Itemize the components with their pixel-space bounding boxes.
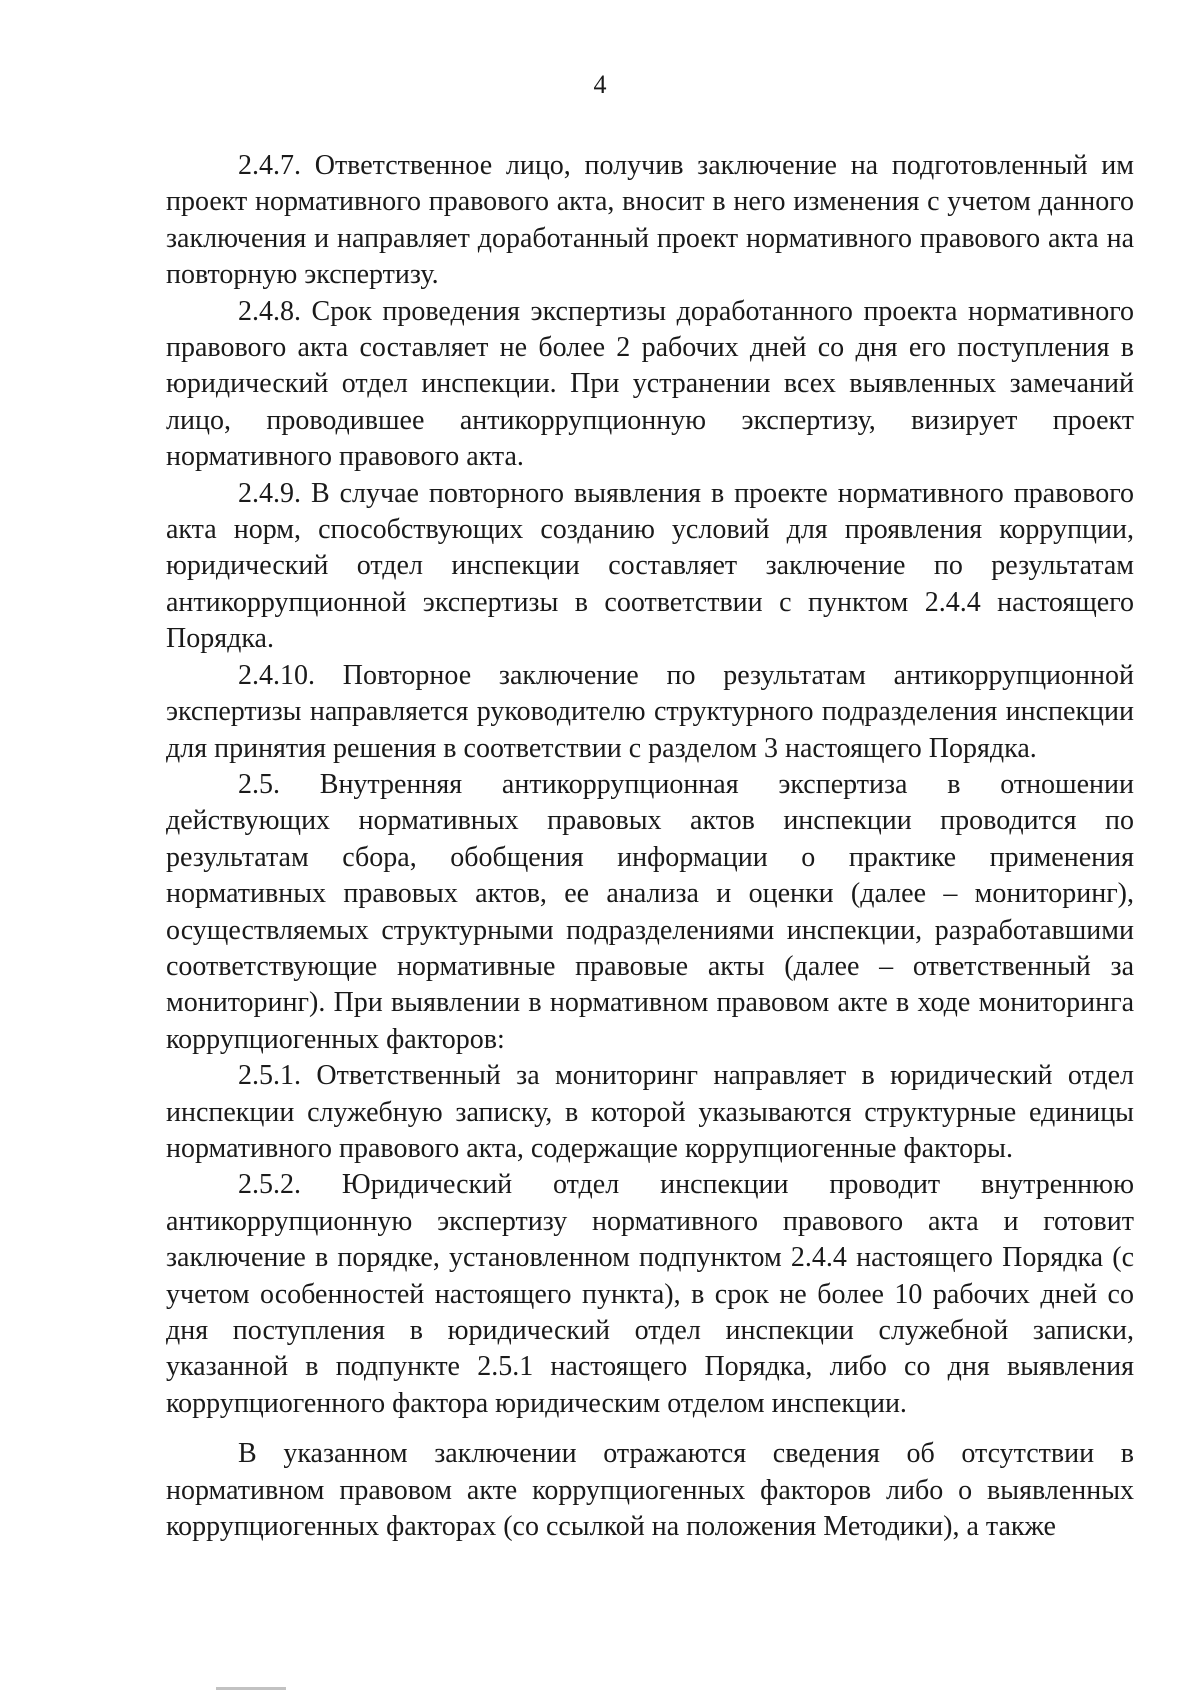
paragraph-2-4-8: 2.4.8. Срок проведения экспертизы доработанного проекта нормативного правового акта составляет не более 2 рабочих дней со дня его поступления в юридический отдел инспекции. При устранении всех выявленных замечаний лицо, проводившее антикоррупционную экспертизу, визирует проект нормативного правового акта. <box>166 295 1134 473</box>
page-number: 4 <box>593 70 607 99</box>
paragraph-2-5-2: 2.5.2. Юридический отдел инспекции проводит внутреннюю антикоррупционную экспертизу нормативного правового акта и готовит заключение в порядке, установленном подпунктом 2.4.4 настоящего Порядка (с учетом особенностей настоящего пункта), в срок не более 10 рабочих дней со дня поступления в юридический отдел инспекции служебной записки, указанной в подпункте 2.5.1 настоящего Порядка, либо со дня выявления коррупциогенного фактора юридическим отделом инспекции. <box>166 1169 1134 1419</box>
paragraph-2-4-9: 2.4.9. В случае повторного выявления в проекте нормативного правового акта норм, способствующих созданию условий для проявления коррупции, юридический отдел инспекции составляет заключение по результатам антикоррупционной экспертизы в соответствии с пунктом 2.4.4 настоящего Порядка. <box>166 477 1134 655</box>
paragraph-2-5: 2.5. Внутренняя антикоррупционная экспертиза в отношении действующих нормативных правовых актов инспекции проводится по результатам сбора, обобщения информации о практике применения нормативных правовых актов, ее анализа и оценки (далее – мониторинг), осуществляемых структурными подразделениями инспекции, разработавшими соответствующие нормативные правовые акты (далее – ответственный за мониторинг). При выявлении в нормативном правовом акте в ходе мониторинга коррупциогенных факторов: <box>166 768 1134 1055</box>
paragraph-2-5-1: 2.5.1. Ответственный за мониторинг направляет в юридический отдел инспекции служебную записку, в которой указываются структурные единицы нормативного правового акта, содержащие коррупциогенные факторы. <box>166 1060 1134 1164</box>
scan-artifact <box>216 1687 286 1690</box>
paragraph-2-4-10: 2.4.10. Повторное заключение по результатам антикоррупционной экспертизы направляется руководителю структурного подразделения инспекции для принятия решения в соответствии с разделом 3 настоящего Порядка. <box>166 659 1134 764</box>
paragraph-2-4-7: 2.4.7. Ответственное лицо, получив заключение на подготовленный им проект нормативного правового акта, вносит в него изменения с учетом данного заключения и направляет доработанный проект нормативного правового акта на повторную экспертизу. <box>166 150 1134 291</box>
document-body <box>166 148 1134 1545</box>
paragraph-conclusion: В указанном заключении отражаются сведения об отсутствии в нормативном правовом акте коррупциогенных факторов либо о выявленных коррупциогенных факторах (со ссылкой на положения Методики), а также <box>166 1438 1134 1543</box>
